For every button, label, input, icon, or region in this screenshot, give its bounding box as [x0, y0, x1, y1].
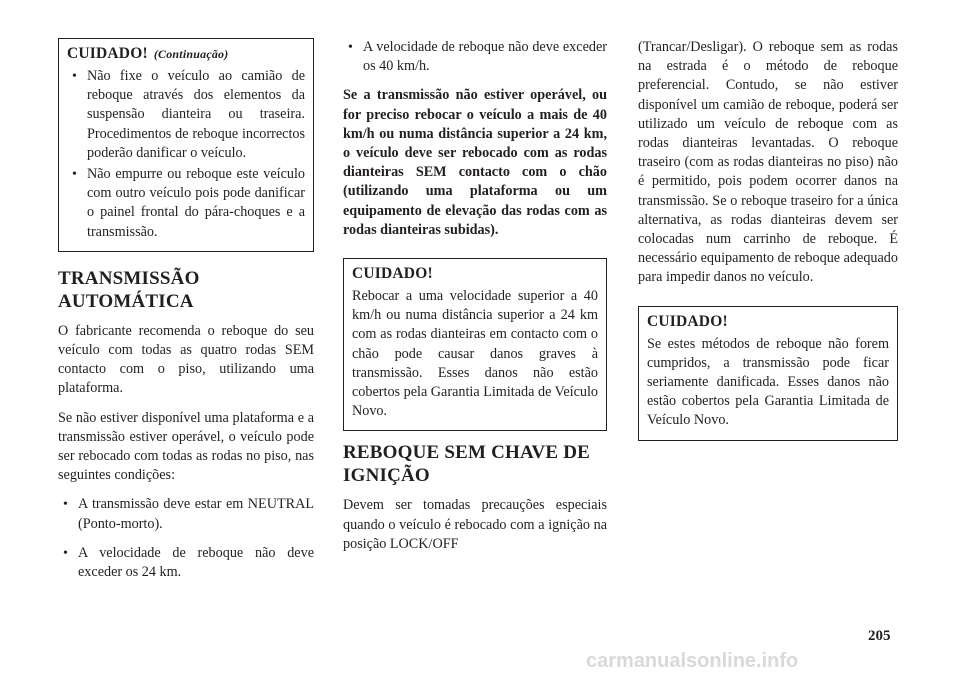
caution-box-continued: [58, 38, 314, 252]
continuation-label: (Continuação): [153, 47, 229, 61]
caution-list: [67, 67, 305, 242]
column-left: [58, 38, 314, 582]
caution-text: Rebocar a uma velocidade superior a 40 km/h ou numa distância superior a 24 km com as rodas dianteiras em contacto com o chão pode causar danos graves à transmissão. Esses danos não estão cobertos pela Garantia Limitada de Veículo Novo.: [352, 288, 598, 420]
paragraph: Devem ser tomadas precauções especiais quando o veículo é rebocado com a ignição na posição LOCK/OFF: [343, 497, 607, 552]
condition-item: • A velocidade de reboque não deve exceder os 40 km/h.: [343, 38, 607, 76]
paragraph: (Trancar/Desligar). O reboque sem as rodas na estrada é o método de reboque preferencial. Contudo, se não estiver disponível um camião de reboque, poderá ser utilizado um veículo de reboque com as rodas dianteiras levantadas. O reboque traseiro (com as rodas dianteiras no piso) não é permitido, pois podem ocorrer danos na transmissão. Se o reboque traseiro for a única alternativa, as rodas dianteiras devem ser colocadas num carrinho de reboque. É necessário equipamento de reboque adequado para impedir danos no veículo.: [638, 39, 898, 286]
column-right: [638, 38, 898, 441]
caution-box: [343, 258, 607, 431]
caution-text: Se estes métodos de reboque não forem cumpridos, a transmissão pode ficar seriamente danificada. Esses danos não estão cobertos pela Garantia Limitada de Veículo Novo.: [647, 335, 889, 429]
paragraph: O fabricante recomenda o reboque do seu veículo com todas as quatro rodas SEM contacto com o piso, utilizando uma plataforma.: [58, 322, 314, 397]
condition-item: • A velocidade de reboque não deve exceder os 24 km.: [58, 544, 314, 582]
caution-item: • Não empurre ou reboque este veículo com outro veículo pois pode danificar o painel frontal do pára-choques e a transmissão.: [67, 165, 305, 242]
bold-paragraph: Se a transmissão não estiver operável, ou for preciso rebocar o veículo a mais de 40 km/h ou numa distância superior a 24 km, o veículo deve ser rebocado com as rodas dianteiras SEM contacto com o chão (utilizando uma plataforma ou um equipamento de elevação das rodas com as rodas dianteiras subidas).: [343, 87, 607, 238]
section-heading-keyless-towing: REBOQUE SEM CHAVE DE IGNIÇÃO: [343, 442, 591, 487]
page-number: 205: [868, 628, 891, 644]
condition-item: • A transmissão deve estar em NEUTRAL (Ponto-morto).: [58, 495, 314, 533]
conditions-list-continued: [343, 38, 607, 76]
caution-title: CUIDADO! (Continuação): [67, 45, 229, 62]
watermark: carmanualsonline.info: [586, 650, 799, 672]
caution-title: CUIDADO!: [352, 265, 433, 283]
paragraph: Se não estiver disponível uma plataforma e a transmissão estiver operável, o veículo pode ser rebocado com todas as rodas no piso, nas seguintes condições:: [58, 409, 314, 484]
section-heading-automatic-transmission: TRANSMISSÃO AUTOMÁTICA: [58, 267, 200, 312]
caution-item: • Não fixe o veículo ao camião de reboque através dos elementos da suspensão dianteira ou traseira. Procedimentos de reboque incorrectos poderão danificar o veículo.: [67, 67, 305, 163]
conditions-list: [58, 495, 314, 582]
column-middle: [343, 38, 607, 554]
caution-box: [638, 306, 898, 441]
caution-title: CUIDADO!: [647, 312, 728, 330]
